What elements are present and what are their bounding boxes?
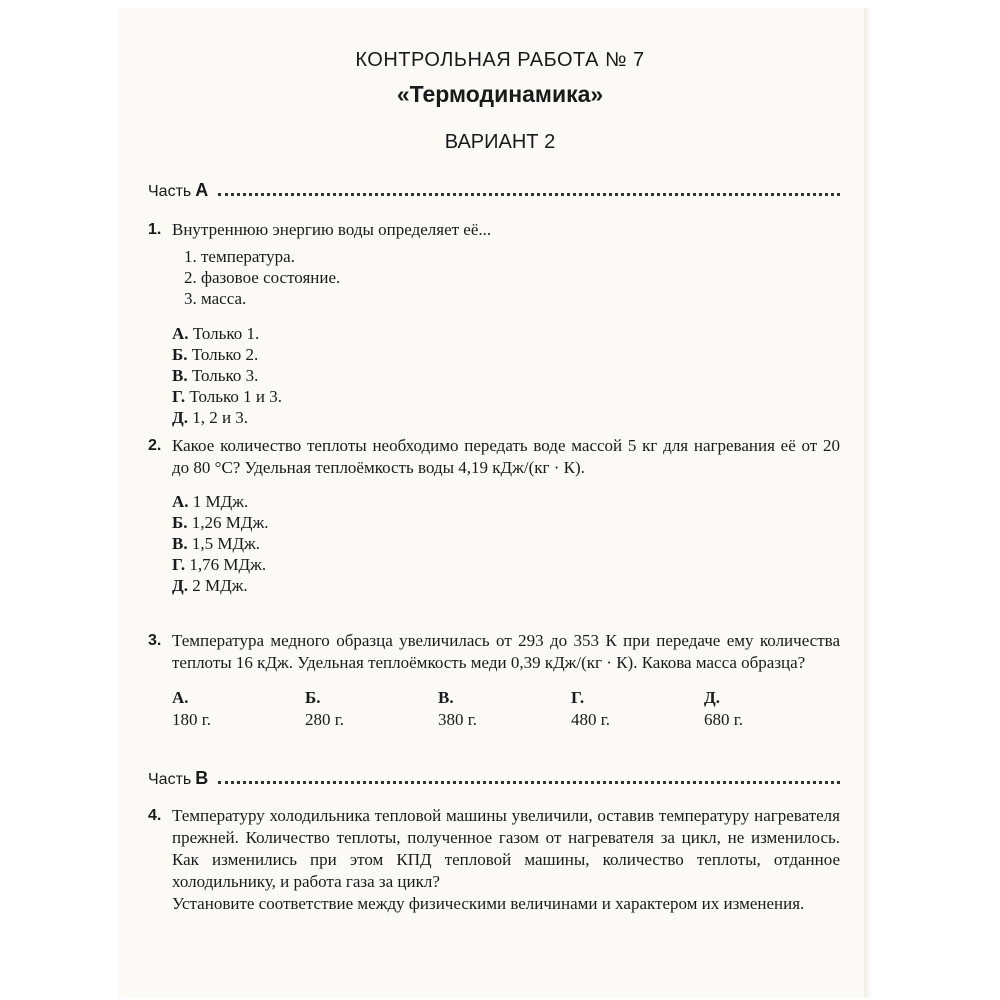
- option-letter: Г.: [172, 555, 186, 574]
- option-letter: А.: [172, 324, 189, 343]
- answer-option: [438, 687, 571, 731]
- question-text: Какое количество теплоты необходимо передать воде массой 5 кг для нагревания её от 20 до 80 °С? Удельная теплоёмкость воды 4,19 кДж/(кг · К).: [172, 436, 840, 477]
- option-letter: Д.: [172, 408, 188, 427]
- question-text: Внутреннюю энергию воды определяет её...: [172, 220, 492, 239]
- part-b-label: Часть: [148, 771, 192, 788]
- part-a-heading: [148, 180, 840, 201]
- part-b-dots: [218, 771, 840, 784]
- option-letter: Б.: [172, 513, 188, 532]
- option-text: 280 г.: [305, 710, 345, 729]
- answer-option: [172, 344, 840, 365]
- topic-title: «Термодинамика»: [396, 81, 604, 107]
- answer-option: [305, 687, 438, 731]
- option-letter: В.: [172, 534, 188, 553]
- option-text: 1, 2 и 3.: [187, 408, 249, 427]
- part-a-letter: А: [195, 180, 209, 200]
- option-text: 1,76 МДж.: [185, 555, 267, 574]
- option-letter: Д.: [172, 576, 188, 595]
- answer-option: [172, 491, 840, 512]
- answer-option: [172, 687, 305, 731]
- question-instruction: Установите соответствие между физическими величинами и характером их изменения.: [172, 894, 805, 913]
- question-2: [148, 435, 840, 596]
- option-letter: А.: [172, 492, 189, 511]
- answer-option: [172, 323, 840, 344]
- statement-list: [172, 246, 840, 309]
- question-number: 4.: [148, 807, 162, 824]
- answer-option: [172, 407, 840, 428]
- question-text: Температуру холодильника тепловой машины увеличили, оставив температуру нагревателя прежней. Количество теплоты, полученное газом от нагревателя за цикл, не изменилось. Как изменились при этом КПД тепловой машины, количество теплоты, отданное холодильнику, и работа газа за цикл?: [172, 806, 840, 891]
- option-letter: Г.: [172, 387, 186, 406]
- question-4: [148, 805, 840, 915]
- option-text: 1,26 МДж.: [187, 513, 269, 532]
- question-3: [148, 630, 840, 731]
- answer-option: [172, 554, 840, 575]
- answer-option: [704, 687, 837, 731]
- question-text: Температура медного образца увеличилась от 293 до 353 К при передаче ему количества теплоты 16 кДж. Удельная теплоёмкость меди 0,39 кДж/(кг · К). Какова масса образца?: [172, 631, 840, 672]
- answer-options: [172, 323, 840, 428]
- option-text: Только 1 и 3.: [185, 387, 283, 406]
- answer-option: [571, 687, 704, 731]
- question-1: [148, 219, 840, 428]
- option-text: 1 МДж.: [188, 492, 249, 511]
- statement-item: 1. температура.: [184, 247, 295, 266]
- option-text: 1,5 МДж.: [187, 534, 261, 553]
- option-letter: А.: [172, 688, 189, 707]
- option-letter: В.: [438, 688, 454, 707]
- part-b-letter: В: [195, 768, 209, 788]
- answer-options: [172, 491, 840, 596]
- part-a-label: Часть: [148, 183, 192, 200]
- answer-options-row: [172, 687, 840, 731]
- option-text: 380 г.: [438, 710, 478, 729]
- part-b-heading: [148, 768, 840, 789]
- option-text: Только 1.: [188, 324, 260, 343]
- option-text: Только 2.: [187, 345, 259, 364]
- work-title: КОНТРОЛЬНАЯ РАБОТА № 7: [355, 49, 645, 71]
- option-text: 180 г.: [172, 710, 212, 729]
- answer-option: [172, 533, 840, 554]
- option-letter: Г.: [571, 688, 585, 707]
- question-number: 1.: [148, 221, 162, 238]
- part-a-dots: [218, 183, 840, 196]
- answer-option: [172, 575, 840, 596]
- question-number: 2.: [148, 437, 162, 454]
- option-text: 2 МДж.: [187, 576, 248, 595]
- answer-option: [172, 512, 840, 533]
- option-letter: Б.: [172, 345, 188, 364]
- answer-option: [172, 386, 840, 407]
- answer-option: [172, 365, 840, 386]
- option-letter: Б.: [305, 688, 321, 707]
- statement-item: 3. масса.: [184, 289, 247, 308]
- statement-item: 2. фазовое состояние.: [184, 268, 341, 287]
- option-letter: В.: [172, 366, 188, 385]
- variant-heading: ВАРИАНТ 2: [444, 131, 556, 153]
- option-text: 480 г.: [571, 710, 611, 729]
- option-text: 680 г.: [704, 710, 744, 729]
- option-letter: Д.: [704, 688, 720, 707]
- question-number: 3.: [148, 632, 162, 649]
- option-text: Только 3.: [187, 366, 259, 385]
